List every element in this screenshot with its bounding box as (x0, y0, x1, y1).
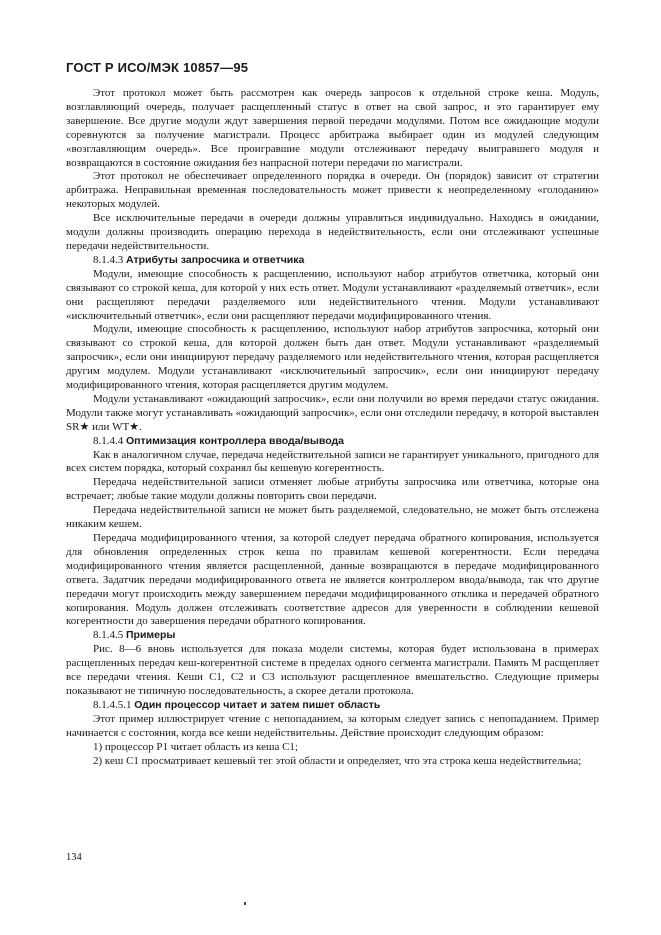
section-title: Один процессор читает и затем пишет область (134, 698, 381, 711)
body-paragraph: Модули устанавливают «ожидающий запросчик», если они получили во время передачи статус ожидания. Модули также могут устанавливать «ожидающий запросчик», если они отследили передачу, в которой выставлен SR★ или WT★. (66, 392, 599, 433)
section-number: 8.1.4.5 (93, 629, 124, 642)
section-title: Примеры (126, 629, 176, 642)
section-number: 8.1.4.3 (93, 253, 124, 266)
body-paragraph: Модули, имеющие способность к расщеплению, используют набор атрибутов ответчика, который они связывают со строкой кеша, для которой у них есть ответ. Модули устанавливают «разделяемый ответчик», если они расщепляют передачи разделяемого или недействительного чтения. Модули устанавливают «исключительный ответчик», если они расщепляют передачи модифицированного чтения. (66, 267, 599, 322)
document-body (66, 87, 599, 768)
body-paragraph: Все исключительные передачи в очереди должны управляться индивидуально. Находясь в ожидании, модули должны производить операцию перехода в недействительность, если они отслеживают успешные передачи недействительности. (66, 212, 599, 252)
body-paragraph: 2) кеш С1 просматривает кешевый тег этой области и определяет, что эта строка кеша недействительна; (93, 754, 582, 767)
body-paragraph: Рис. 8—6 вновь используется для показа модели системы, которая будет использована в примерах расщепленных передач кеш-когерентной системе в пределах одного сегмента магистрали. Память М расщепляет все передачи чтения. Кеши С1, С2 и С3 используют расщепленное вмешательство. Следующие примеры показывают не типичную последовательность, а скорее детали протокола. (66, 643, 599, 697)
body-paragraph: Передача недействительной записи отменяет любые атрибуты запросчика или ответчика, которые она встречает; любые такие модули должны повторить свои передачи. (66, 476, 599, 503)
section-heading (66, 629, 599, 643)
scan-speck (244, 902, 246, 905)
section-number: 8.1.4.4 (93, 434, 124, 447)
body-paragraph: Этот протокол может быть рассмотрен как очередь запросов к отдельной строке кеша. Модуль, возглавляющий очередь, получает расщепленный статус в ответ на свой запрос, и это гарантирует ему завершение. Все другие модули ждут завершения первой передачи модулями. Потом все ожидающие модули соревнуются за получение магистрали. Процесс арбитража выбирает один из модулей следующим «возглавляющим очередь». Все проигравшие модули отслеживают передачу выигравшего модуля и возвращаются в состояние ожидания без напрасной потери передачи по магистрали. (66, 87, 599, 169)
body-paragraph: 1) процессор Р1 читает область из кеша С1; (93, 740, 298, 753)
section-heading (66, 435, 599, 449)
body-paragraph: Передача недействительной записи не может быть разделяемой, следовательно, не может быть отслежена никаким кешем. (66, 504, 599, 531)
section-heading (66, 254, 599, 268)
section-number: 8.1.4.5.1 (93, 698, 132, 711)
body-paragraph: Модули, имеющие способность к расщеплению, используют набор атрибутов запросчика, который они связывают со строкой кеша, для которой должен быть дан ответ. Модули устанавливают «разделяемый запросчик», если они инициируют передачу разделяемого или недействительного чтения, которая расщепляется другим модулем. Модули устанавливают «исключительный запросчик», если они инициируют передачу модифицированного чтения, которая расщепляется другим модулем. (66, 323, 599, 392)
section-title: Атрибуты запросчика и ответчика (126, 253, 305, 266)
section-heading (66, 699, 599, 713)
body-paragraph: Как в аналогичном случае, передача недействительной записи не гарантирует уникального, пригодного для всех систем порядка, который сохранял бы кешевую когерентность. (66, 448, 599, 475)
document-header: ГОСТ Р ИСО/МЭК 10857—95 (66, 60, 249, 75)
body-paragraph: Этот пример иллюстрирует чтение с непопаданием, за которым следует запись с непопаданием. Пример начинается с состояния, когда все кеши недействительны. Действие происходит следующим образом: (66, 712, 599, 739)
body-paragraph: Этот протокол не обеспечивает определенного порядка в очереди. Он (порядок) зависит от стратегии арбитража. Неправильная временная последовательность может привести к неопределенному «голоданию» некоторых модулей. (66, 170, 599, 211)
section-title: Оптимизация контроллера ввода/вывода (126, 434, 344, 447)
body-paragraph: Передача модифицированного чтения, за которой следует передача обратного копирования, используется для обновления определенных строк кеша по правилам кешевой когерентности. Если передача модифицированного чтения является расщепленной, данные возвращаются в передаче модифицированного ответа. Задатчик передачи модифицированного ответа не является контроллером ввода/вывода, так что другие передачи могут происходить между завершением передачи модифицированного отклика и передачей обратного копирования. Модуль должен отслеживать соответствие адресов для уверенности в соблюдении кешевой когерентности до завершения передачи обратного копирования. (66, 532, 599, 628)
page-number: 134 (66, 852, 82, 863)
